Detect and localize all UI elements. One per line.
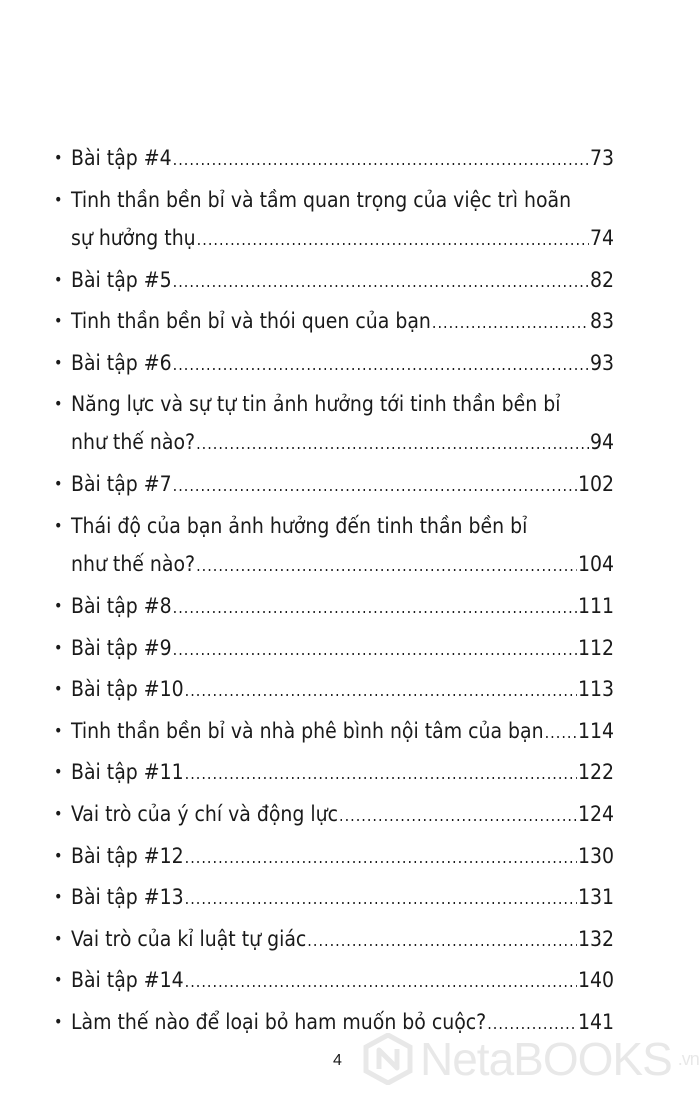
toc-page-number: 140 bbox=[577, 968, 614, 993]
toc-entry-title: Bài tập #13 bbox=[71, 885, 184, 910]
dot-leader bbox=[197, 228, 589, 252]
bullet-icon: • bbox=[54, 596, 63, 615]
toc-entry-line bbox=[71, 719, 614, 745]
toc-page-number: 141 bbox=[577, 1010, 614, 1034]
toc-entry-line bbox=[71, 268, 614, 294]
toc-entry-line bbox=[71, 226, 614, 252]
toc-entry-line bbox=[71, 885, 614, 911]
dot-leader bbox=[196, 554, 577, 578]
bullet-icon: • bbox=[54, 311, 63, 331]
toc-page-number: 111 bbox=[577, 594, 614, 618]
toc-entry-title: Năng lực và sự tự tin ảnh hưởng tới tinh thần bền bỉ bbox=[71, 392, 561, 417]
toc-entry-title: Bài tập #9 bbox=[71, 635, 172, 660]
toc-page-number: 82 bbox=[589, 267, 614, 292]
bullet-icon: • bbox=[54, 970, 63, 990]
bullet-icon: • bbox=[54, 516, 63, 535]
dot-leader bbox=[185, 679, 577, 703]
dot-leader bbox=[173, 638, 577, 662]
toc-entry-title: Bài tập #14 bbox=[71, 968, 184, 993]
toc-entry-title: Thái độ của bạn ảnh hưởng đến tinh thần bền bỉ bbox=[71, 514, 528, 538]
dot-leader bbox=[173, 353, 589, 377]
watermark bbox=[362, 1032, 699, 1086]
bullet-icon: • bbox=[54, 394, 63, 414]
toc-page-number: 102 bbox=[577, 472, 614, 497]
bullet-icon: • bbox=[54, 928, 63, 948]
toc-entry-line bbox=[71, 594, 614, 620]
toc-entry-title: Tinh thần bền bỉ và nhà phê bình nội tâm của bạn bbox=[71, 718, 544, 743]
dot-leader bbox=[196, 432, 589, 456]
toc-entry-line bbox=[71, 677, 614, 703]
bullet-icon: • bbox=[54, 269, 63, 289]
toc-entry-line bbox=[71, 146, 614, 172]
toc-page-number: 124 bbox=[577, 802, 614, 826]
toc-entry-line bbox=[71, 514, 527, 538]
dot-leader bbox=[185, 762, 577, 786]
toc-page-number: 112 bbox=[577, 635, 614, 660]
toc-entry-title: Vai trò của ý chí và động lực bbox=[71, 802, 338, 826]
dot-leader bbox=[173, 596, 577, 620]
toc-page-number: 114 bbox=[577, 718, 614, 743]
toc-entry-line bbox=[71, 636, 614, 662]
dot-leader bbox=[432, 311, 589, 335]
netabooks-logo-icon bbox=[362, 1033, 414, 1085]
toc-entry-title: Bài tập #8 bbox=[71, 594, 172, 618]
dot-leader bbox=[185, 970, 577, 994]
dot-leader bbox=[173, 148, 589, 172]
toc-entry-title: Tinh thần bền bỉ và thói quen của bạn bbox=[71, 309, 431, 334]
dot-leader bbox=[185, 846, 577, 870]
toc-page-number: 94 bbox=[589, 430, 614, 455]
bullet-icon: • bbox=[54, 762, 63, 782]
toc-page-number: 93 bbox=[589, 350, 614, 375]
toc-entry-line bbox=[71, 968, 614, 994]
toc-entry-title-continued: sự hưởng thụ bbox=[71, 225, 196, 250]
toc-entry-line bbox=[71, 188, 571, 212]
toc-entry-line bbox=[71, 392, 560, 416]
dot-leader bbox=[307, 929, 577, 953]
dot-leader bbox=[173, 474, 577, 498]
toc-page-number: 113 bbox=[577, 677, 614, 702]
toc-entry-line bbox=[71, 309, 614, 335]
toc-page-number: 73 bbox=[589, 146, 614, 170]
toc-page-number: 131 bbox=[577, 885, 614, 910]
toc-entry-line bbox=[71, 927, 614, 953]
toc-page-number: 130 bbox=[577, 843, 614, 868]
toc-entry-title: Tinh thần bền bỉ và tầm quan trọng của việc trì hoãn bbox=[71, 187, 572, 212]
page-number: 4 bbox=[333, 1052, 342, 1069]
bullet-icon: • bbox=[54, 804, 63, 823]
bullet-icon: • bbox=[54, 148, 63, 167]
watermark-suffix: .vn bbox=[677, 1048, 699, 1069]
toc-entry-line bbox=[71, 351, 614, 377]
toc-entry-line bbox=[71, 472, 614, 498]
bullet-icon: • bbox=[54, 887, 63, 907]
toc-entry-title: Bài tập #4 bbox=[71, 146, 172, 170]
bullet-icon: • bbox=[54, 637, 63, 657]
toc-page-number: 132 bbox=[577, 926, 614, 951]
toc-entry-title: Bài tập #6 bbox=[71, 350, 172, 375]
toc-entry-title-continued: như thế nào? bbox=[71, 552, 196, 576]
toc-entry-title: Bài tập #11 bbox=[71, 760, 184, 785]
toc-entry-title: Bài tập #7 bbox=[71, 472, 172, 497]
bullet-icon: • bbox=[54, 352, 63, 372]
bullet-icon: • bbox=[54, 1012, 63, 1031]
toc-entry-title: Vai trò của kỉ luật tự giác bbox=[71, 926, 307, 951]
dot-leader bbox=[545, 721, 577, 745]
toc-page-number: 83 bbox=[589, 309, 614, 334]
toc-entry-line bbox=[71, 430, 614, 456]
toc-entry-line bbox=[71, 802, 614, 828]
bullet-icon: • bbox=[54, 189, 63, 209]
watermark-brand: NetaBOOKS bbox=[420, 1033, 672, 1085]
toc-page-number: 104 bbox=[577, 552, 614, 576]
toc-entry-line bbox=[71, 760, 614, 786]
bullet-icon: • bbox=[54, 474, 63, 494]
toc-page-number: 74 bbox=[589, 225, 614, 250]
toc-page-number: 122 bbox=[577, 760, 614, 785]
bullet-icon: • bbox=[54, 679, 63, 699]
toc-entry-title: Bài tập #10 bbox=[71, 677, 184, 702]
bullet-icon: • bbox=[54, 720, 63, 740]
toc-entry-title: Làm thế nào để loại bỏ ham muốn bỏ cuộc? bbox=[71, 1010, 487, 1034]
dot-leader bbox=[185, 887, 577, 911]
toc-entry-line bbox=[71, 844, 614, 870]
dot-leader bbox=[173, 270, 589, 294]
toc-entry-title: Bài tập #5 bbox=[71, 267, 172, 292]
dot-leader bbox=[339, 804, 577, 828]
bullet-icon: • bbox=[54, 845, 63, 865]
toc-entry-title-continued: như thế nào? bbox=[71, 430, 196, 455]
toc-entry-title: Bài tập #12 bbox=[71, 843, 184, 868]
toc-entry-line bbox=[71, 552, 614, 578]
